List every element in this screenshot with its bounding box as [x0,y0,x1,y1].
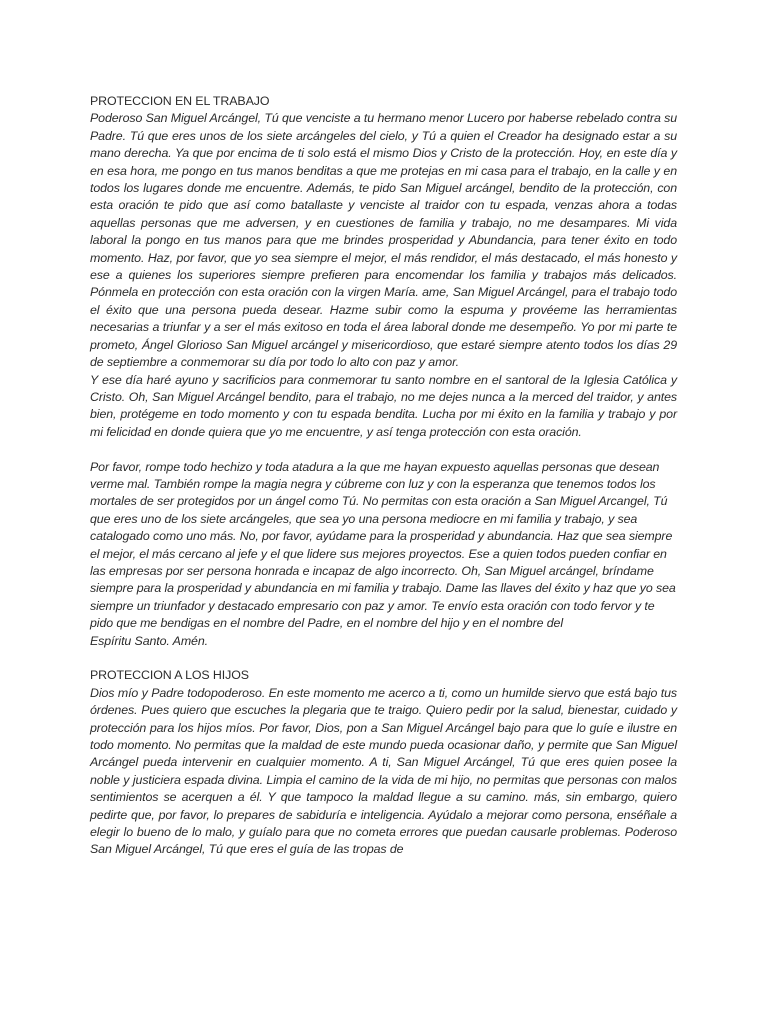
paragraph: Dios mío y Padre todopoderoso. En este momento me acerco a ti, como un humilde siervo que está bajo tus órdenes. Pues quiero que escuches la plegaria que te traigo. Quiero pedir por la salud, bienestar, cuidado y protección para los hijos míos. Por favor, Dios, pon a San Miguel Arcángel bajo para que lo guíe e ilustre en todo momento. No permitas que la maldad de este mundo pueda ocasionar daño, y permite que San Miguel Arcángel pueda intervenir en cualquier momento. A ti, San Miguel Arcángel, Tú que eres quien posee la noble y justiciera espada divina. Limpia el camino de la vida de mi hijo, no permitas que personas con malos sentimientos se acerquen a él. Y que tampoco la maldad llegue a su camino. más, sin embargo, quiero pedirte que, por favor, lo prepares de sabiduría e inteligencia. Ayúdalo a mejorar como persona, enséñale a elegir lo bueno de lo malo, y guíalo para que no cometa errores que puedan causarle problemas. Poderoso San Miguel Arcángel, Tú que eres el guía de las tropas de [90,685,677,857]
paragraph: Por favor, rompe todo hechizo y toda atadura a la que me hayan expuesto aquellas personas que desean verme mal. También rompe la magia negra y cúbreme con luz y con la esperanza que tenemos todos los [90,459,660,491]
spacer [90,650,677,667]
document-page [90,93,677,859]
section-heading-hijos: PROTECCION A LOS HIJOS [90,668,249,683]
section-heading-trabajo: PROTECCION EN EL TRABAJO [90,94,270,108]
paragraph: Y ese día haré ayuno y sacrificios para conmemorar tu santo nombre en el santoral de la Iglesia Católica y Cristo. Oh, San Miguel Arcángel bendito, para el trabajo, no me dejes nunca a la merced del traidor, y antes bien, protégeme en todo momento y con tu espada bendita. Lucha por mi éxito en la familia y trabajo y por mi felicidad en donde quiera que yo me encuentre, y así tenga protección con esta oración. [90,372,677,439]
spacer [90,441,677,458]
paragraph: Poderoso San Miguel Arcángel, Tú que venciste a tu hermano menor Lucero por haberse rebelado contra su Padre. Tú que eres unos de los siete arcángeles del cielo, y Tú a quien el Creador ha designado estar a su mano derecha. Ya que por encima de ti solo está el mismo Dios y Cristo de la protección. Hoy, en este día y en esa hora, me pongo en tus manos benditas a que me protejas en mi casa para el trabajo, en la calle y en todos los lugares donde me encuentre. Además, te pido San Miguel arcángel, bendito de la protección, con esta oración te pido que así como batallaste y venciste al traidor con tu espada, venzas ahora a todas aquellas personas que me adversen, y en cuestiones de familia y trabajo, no me desampares. Mi vida laboral la pongo en tus manos para que me brindes prosperidad y Abundancia, para tener éxito en todo momento. Haz, por favor, que yo sea siempre el mejor, el más rendidor, el más destacado, el más honesto y ese a quienes los superiores siempre prefieren para encomendar los familia y trabajos más delicados. Pónmela en protección con esta oración con la virgen María. ame, San Miguel Arcángel, para el trabajo todo el éxito que una persona pueda desear. Hazme subir como la espuma y provéeme las herramientas necesarias a triunfar y a ser el más exitoso en toda el área laboral donde me desempeño. Yo por mi parte te prometo, Ángel Glorioso San Miguel arcángel y misericordioso, que estaré siempre atento todos los días 29 de septiembre a conmemorar su día por todo lo alto con paz y amor. [90,111,677,370]
paragraph: Espíritu Santo. Amén. [90,633,208,648]
paragraph: mortales de ser protegidos por un ángel como Tú. No permitas con esta oración a San Miguel Arcangel, Tú que eres uno de los siete arcángeles, que sea yo una persona mediocre en mi familia y trabajo, y sea catalogado como uno más. No, por favor, ayúdame para la prosperidad y abundancia. Haz que sea siempre el mejor, el más cercano al jefe y el que lidere sus mejores proyectos. Ese a quien todos pueden confiar en las empresas por ser persona honrada e incapaz de algo incorrecto. Oh, San Miguel arcángel, bríndame siempre para la prosperidad y abundancia en mi familia y trabajo. Dame las llaves del éxito y haz que yo sea siempre un triunfador y destacado empresario con paz y amor. Te envío esta oración con todo fervor y te pido que me bendigas en el nombre del Padre, en el nombre del hijo y en el nombre del [90,494,676,631]
